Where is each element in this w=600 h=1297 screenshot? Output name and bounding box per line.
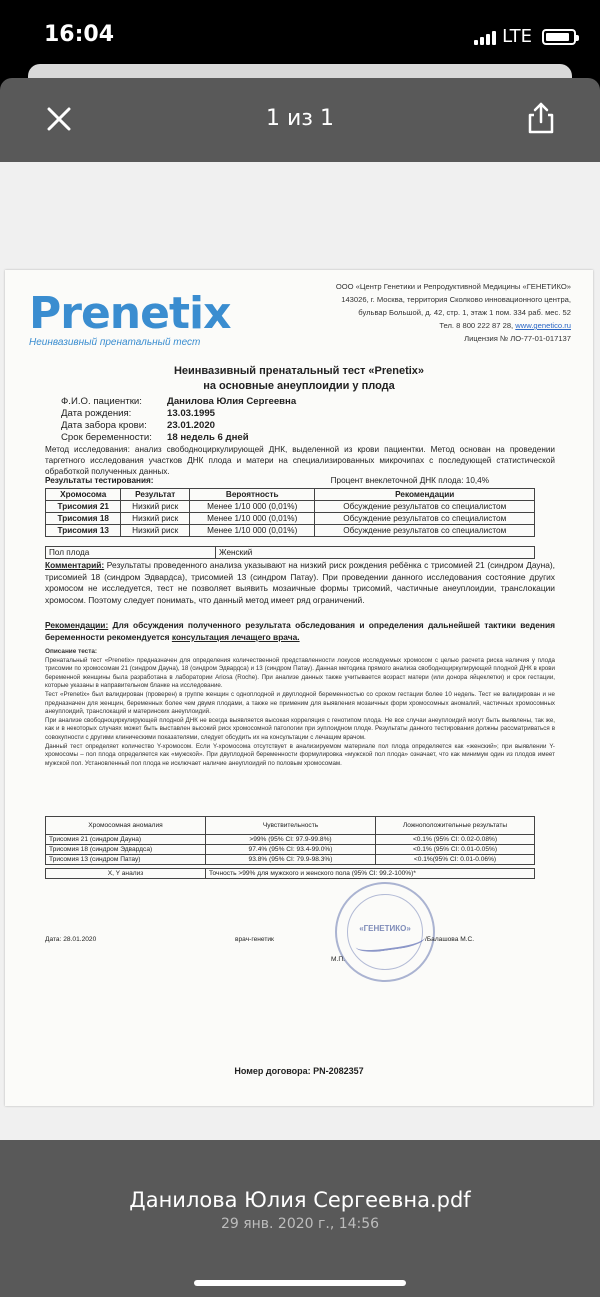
logo-tagline: Неинвазивный пренатальный тест: [29, 337, 201, 348]
logo-word: Prenetix: [29, 288, 231, 339]
description-paragraph: При анализе свободноциркулирующей плодной ДНК не всегда выявляется высокая корреляция с генотипом плода. Не все случаи анеуплоидий могут быть выявлены, так же, как и в некоторых случаях может быть выставлен высокий риск хромосомной патологии при эуплоидном плоде. Результаты данного тестирования должны рассматриваться в совокупности с другими клиническими показателями, следует обсудить их на консультации с лечащим врачом.: [45, 716, 555, 741]
performance-table: [45, 816, 535, 879]
doctor-role: врач-генетик: [235, 936, 274, 943]
comment-block: [45, 560, 555, 606]
network-type: LTE: [502, 26, 532, 47]
table-row: Трисомия 21 Низкий риск Менее 1/10 000 (0,01%) Обсуждение результатов со специалистом: [46, 501, 535, 513]
test-description: [45, 648, 555, 768]
comment-text: Результаты проведенного анализа указывают на низкий риск рождения ребёнка с трисомией 21 (синдром Дауна), трисомией 18 (синдром Эдвардса), трисомией 13 (синдром Патау). При проведении данного исследования состояние других хромосом не исследуется, тест не позволяет выявить мозаичные формы трисомий, частичные анеуплоидии, транслокации хромосом. Поэтому следует понимать, что данный метод имеет ряд ограничений.: [45, 560, 555, 605]
method-text: Метод исследования: анализ свободноциркулирующей ДНК, выделенной из крови пациентки. Метод основан на проведении таргетного исследования участков ДНК плода и матери на специализированных микрочипах с последующей статистической обработкой полученных данных.: [45, 445, 555, 476]
home-indicator[interactable]: [194, 1280, 406, 1286]
file-date: 29 янв. 2020 г., 14:56: [220, 1216, 380, 1232]
recommendation-block: [45, 620, 555, 643]
field-row: Срок беременности: 18 недель 6 дней: [61, 432, 249, 443]
description-paragraph: Пренатальный тест «Prenetix» предназначен для определения количественной представленности локусов исследуемых хромосом с целью расчета риска наличия у плода трисомии по хромосомам 21 (синдром Дауна), 18 (синдром Эдвардса) и 13 (синдром Патау). Данная методика прямого анализа свободноциркулирующей плодной ДНК в крови беременной женщины была разработана в лаборатории Ariosa (Roche). При анализе данных также учитывается возраст матери (или донора яйцеклетки) и срок гестации, которые указаны в направительном бланке на исследование.: [45, 656, 555, 690]
status-icons: [474, 26, 576, 47]
organization-info: [301, 280, 571, 345]
battery-icon: [542, 29, 576, 45]
org-line: 143026, г. Москва, территория Сколково инновационного центра,: [341, 295, 571, 304]
table-row: Трисомия 18 (синдром Эдвардса) 97.4% (95% CI: 93.4-99.0%) <0.1% (95% CI: 0.01-0.05%): [46, 845, 535, 855]
description-paragraph: Данный тест определяет количество Y-хромосом. Если Y-хромосома отсутствует в анализируемом материале пол плода определяется как «женский»; при выявлении Y-хромосомы – пол плода определяется как «мужской». При двуплодной беременности формулировка «мужской пол плода» означает, что как минимум один из плодов имеет мужской пол. Установленный пол плода не исключает наличие анеуплоидий по половым хромосомам.: [45, 742, 555, 767]
table-row: Пол плода Женский: [46, 547, 535, 559]
page-counter: 1 из 1: [266, 106, 334, 131]
fetal-sex-table: [45, 546, 535, 559]
pdf-page: [5, 270, 593, 1106]
document-title: [5, 364, 593, 394]
table-row: Трисомия 13 (синдром Патау) 93.8% (95% CI: 79.9-98.3%) <0.1%(95% CI: 0.01-0.06%): [46, 855, 535, 865]
patient-fields: [61, 396, 296, 444]
results-table: [45, 488, 535, 537]
field-row: Ф.И.О. пациентки: Данилова Юлия Сергеевна: [61, 396, 297, 407]
comment-label: Комментарий:: [45, 560, 105, 570]
document-title-line: на основные анеуплоидии у плода: [203, 380, 395, 392]
document-title-line: Неинвазивный пренатальный тест «Prenetix»: [173, 365, 425, 377]
status-bar: [0, 0, 600, 70]
fetal-dna-percent: Процент внеклеточной ДНК плода: 10,4%: [330, 476, 489, 485]
file-name: Данилова Юлия Сергеевна.pdf: [129, 1188, 471, 1212]
results-label: Результаты тестирования:: [45, 476, 154, 485]
viewer-header: [0, 78, 600, 162]
share-icon[interactable]: [526, 100, 556, 136]
field-row: Дата забора крови: 23.01.2020: [61, 420, 216, 431]
org-line: бульвар Большой, д. 42, стр. 1, этаж 1 пом. 334 раб. мес. 52: [358, 308, 571, 317]
signature-row: [45, 936, 535, 943]
file-info-bar: [0, 1140, 600, 1297]
contract-number: Номер договора: PN-2082357: [234, 1066, 364, 1076]
seal-place-label: М.П.: [331, 956, 345, 963]
table-header-row: Хромосомная аномалия Чувствительность Ложноположительные результаты: [46, 817, 535, 835]
description-title: Описание теста:: [45, 648, 98, 655]
stamp-text: «ГЕНЕТИКО»: [359, 924, 411, 933]
table-row: Трисомия 21 (синдром Дауна) >99% (95% CI: 97.9-99.8%) <0.1% (95% CI: 0.02-0.08%): [46, 835, 535, 845]
status-time: 16:04: [44, 22, 115, 47]
results-heading: [45, 476, 555, 485]
org-site-link[interactable]: www.genetico.ru: [515, 321, 571, 330]
table-row: Трисомия 18 Низкий риск Менее 1/10 000 (0,01%) Обсуждение результатов со специалистом: [46, 513, 535, 525]
recommendation-consult: консультация лечащего врача.: [171, 631, 300, 642]
field-row: Дата рождения: 13.03.1995: [61, 408, 216, 419]
org-license: Лицензия № ЛО-77-01-017137: [464, 334, 571, 343]
description-paragraph: Тест «Prenetix» был валидирован (проверен) в группе женщин с одноплодной и двуплодной беременностью со сроком гестации более 10 недель. Тест не валидирован и не предназначен для женщин, беременных более чем двумя плодами, а также не применим для выявления мозаичных форм хромосомных аномалий, частичных хромосомных анеуплоидий, транслокаций и материнских анеуплоидий.: [45, 690, 555, 716]
signal-icon: [474, 29, 496, 45]
org-line: ООО «Центр Генетики и Репродуктивной Медицины «ГЕНЕТИКО»: [335, 282, 571, 291]
document-date: Дата: 28.01.2020: [45, 936, 97, 943]
table-header-row: Хромосома Результат Вероятность Рекомендации: [46, 489, 535, 501]
recommendation-text: Для обсуждения полученного результата обследования и определения дальнейшей тактики ведения беременности рекомендуется: [45, 620, 555, 642]
doctor-name: /Балашова М.С.: [425, 936, 475, 943]
table-row: Трисомия 13 Низкий риск Менее 1/10 000 (0,01%) Обсуждение результатов со специалистом: [46, 525, 535, 537]
table-row: X, Y анализ Точность >99% для мужского и женского пола (95% CI: 99.2-100%)*: [46, 869, 535, 879]
org-phone: Тел. 8 800 222 87 28,: [439, 321, 514, 330]
prenetix-logo: [29, 288, 230, 348]
document-viewer[interactable]: [0, 162, 600, 1140]
recommendation-label: Рекомендации:: [45, 620, 109, 630]
